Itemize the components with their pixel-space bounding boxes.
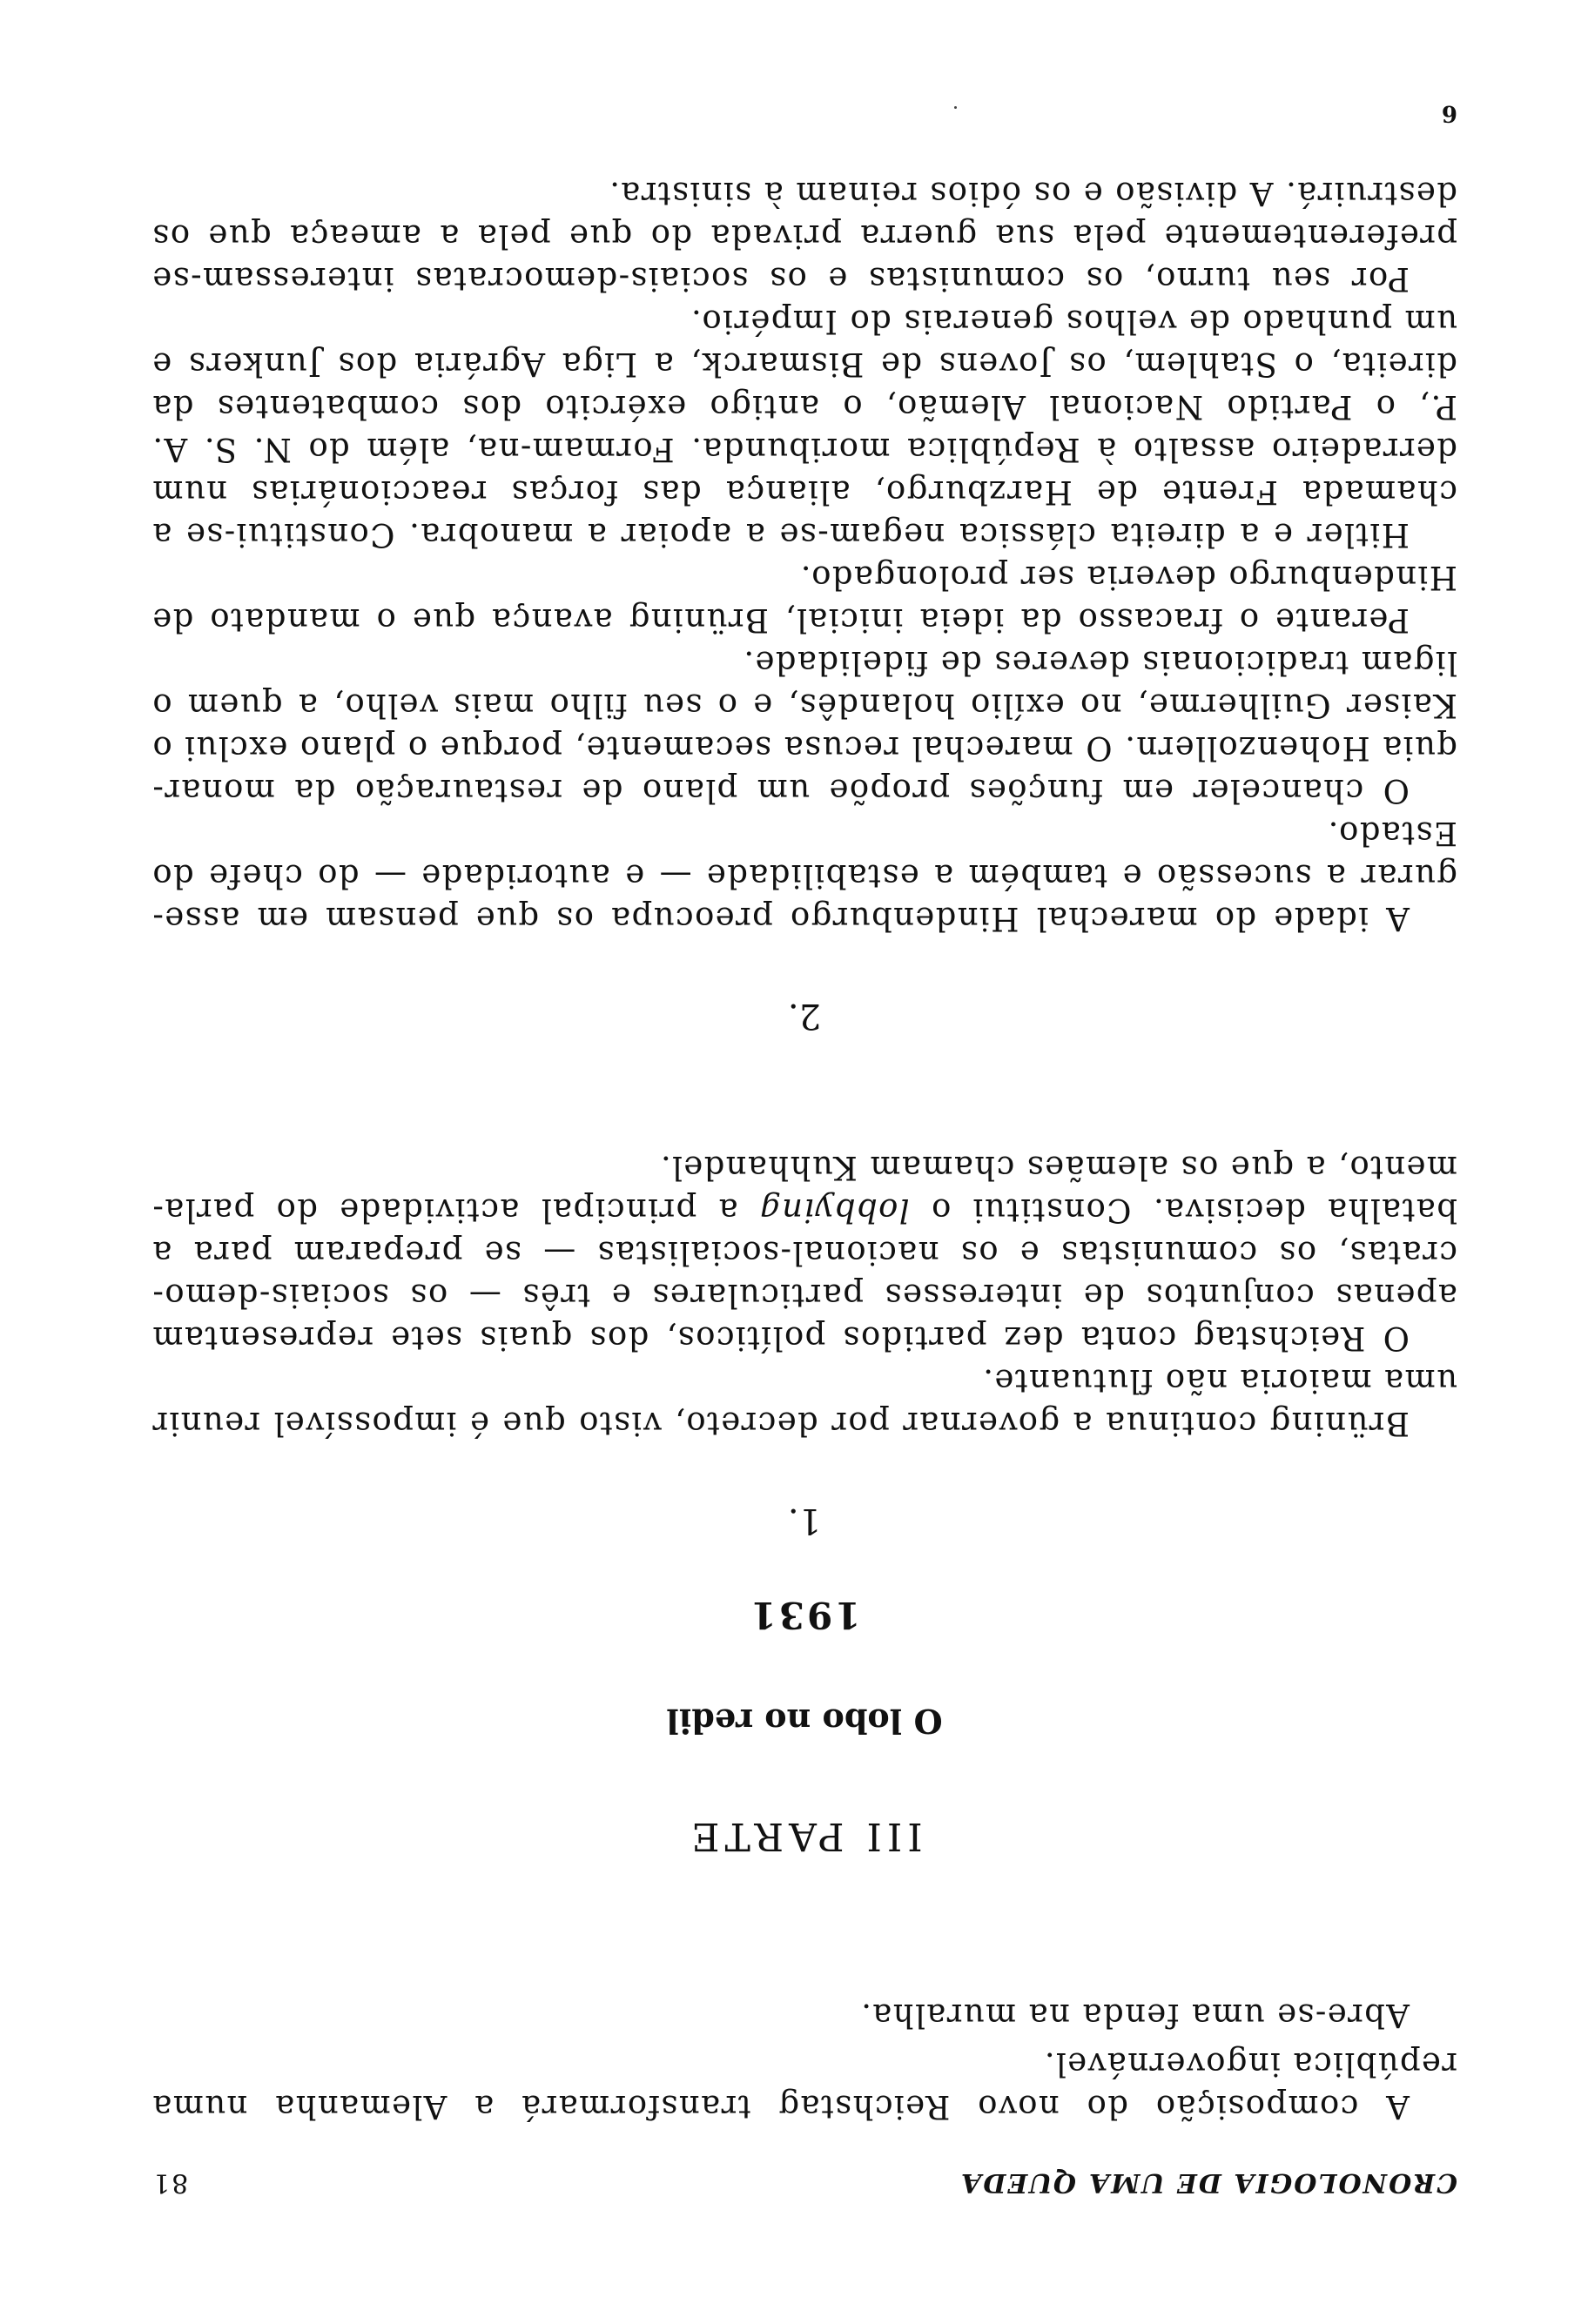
- running-head-title: CRONOLOGIA DE UMA QUEDA: [959, 2167, 1457, 2198]
- paragraph: A idade do marechal Hindenburgo preocupa os que pensam em asse-gurar a sucessão e também a estabilidade — e autoridade — do chefe do Estado.: [151, 815, 1457, 937]
- paragraph: [151, 1146, 1457, 1360]
- epigraph-line-2: Abre-se uma fenda na muralha.: [859, 1997, 1410, 2034]
- paragraph-text: O Reichstag conta dez partidos políticos, dos quais sete representam apenas conjuntos de interesses particulares e três — os sociais-demo-cratas, os comunistas e os nacional-socialistas — se preparam para a batalha decisiva. Constitui o: [151, 1192, 1457, 1357]
- folio: 6: [1441, 100, 1457, 126]
- paragraph: Por seu turno, os comunistas e os sociais-democratas interessam-se preferentemente pela sua guerra privada do que pela a ameaça que os destruirá. A divisão e os ódios reinam à sinistra.: [151, 175, 1457, 298]
- part-subtitle: O lobo no redil: [666, 1702, 943, 1741]
- paragraph: Hitler e a direita clássica negam-se a apoiar a manobra. Constitui-se a chamada Frente de Harzburgo, aliança das forças reaccionárias num derradeiro assalto à República moribunda. Formam-na, além do N. S. A. P., o Partido Nacional Alemão, o antigo exército dos combatentes da direita, o Stahlem, os Jovens de Bismarck, a Liga Agrária dos Junkers e um punhado de velhos generais do Império.: [151, 303, 1457, 554]
- section-number-2: 2.: [787, 996, 822, 1036]
- italic-term: lobbying: [758, 1192, 910, 1229]
- section-2-body: [151, 172, 1457, 940]
- paragraph: O chanceler em funções propõe um plano de restauração da monar-quia Hohenzollern. O marechal recusa secamente, porque o plano exclui o Kaiser Guilherme, no exílio holandês, e o seu filho mais velho, a quem o ligam tradicionais deveres de fidelidade.: [151, 644, 1457, 809]
- year-heading: 1931: [748, 1594, 861, 1636]
- paragraph: Perante o fracasso da ideia inicial, Brüning avança que o mandato de Hindenburgo deveria ser prolongado.: [151, 559, 1457, 639]
- page-number: 81: [151, 2167, 189, 2198]
- epigraph-line-1: A composição do novo Reichstag transformará a Alemanha numa república ingovernável.: [151, 2045, 1457, 2126]
- epigraph-paragraph-1: [151, 2043, 1457, 2128]
- running-head: [151, 2163, 1457, 2198]
- paragraph: Brüning continua a governar por decreto, visto que é impossível reunir uma maioria não flutuante.: [151, 1362, 1457, 1442]
- section-number-1: 1.: [787, 1501, 822, 1541]
- section-1-body: [151, 1146, 1457, 1445]
- part-title: III PARTE: [686, 1814, 923, 1858]
- paragraph-text: a principal actividade do parla-mento, a que os alemães chamam Kuhhandel.: [151, 1149, 1457, 1229]
- scan-speck: [954, 106, 957, 109]
- epigraph-paragraph-2: [151, 1994, 1457, 2037]
